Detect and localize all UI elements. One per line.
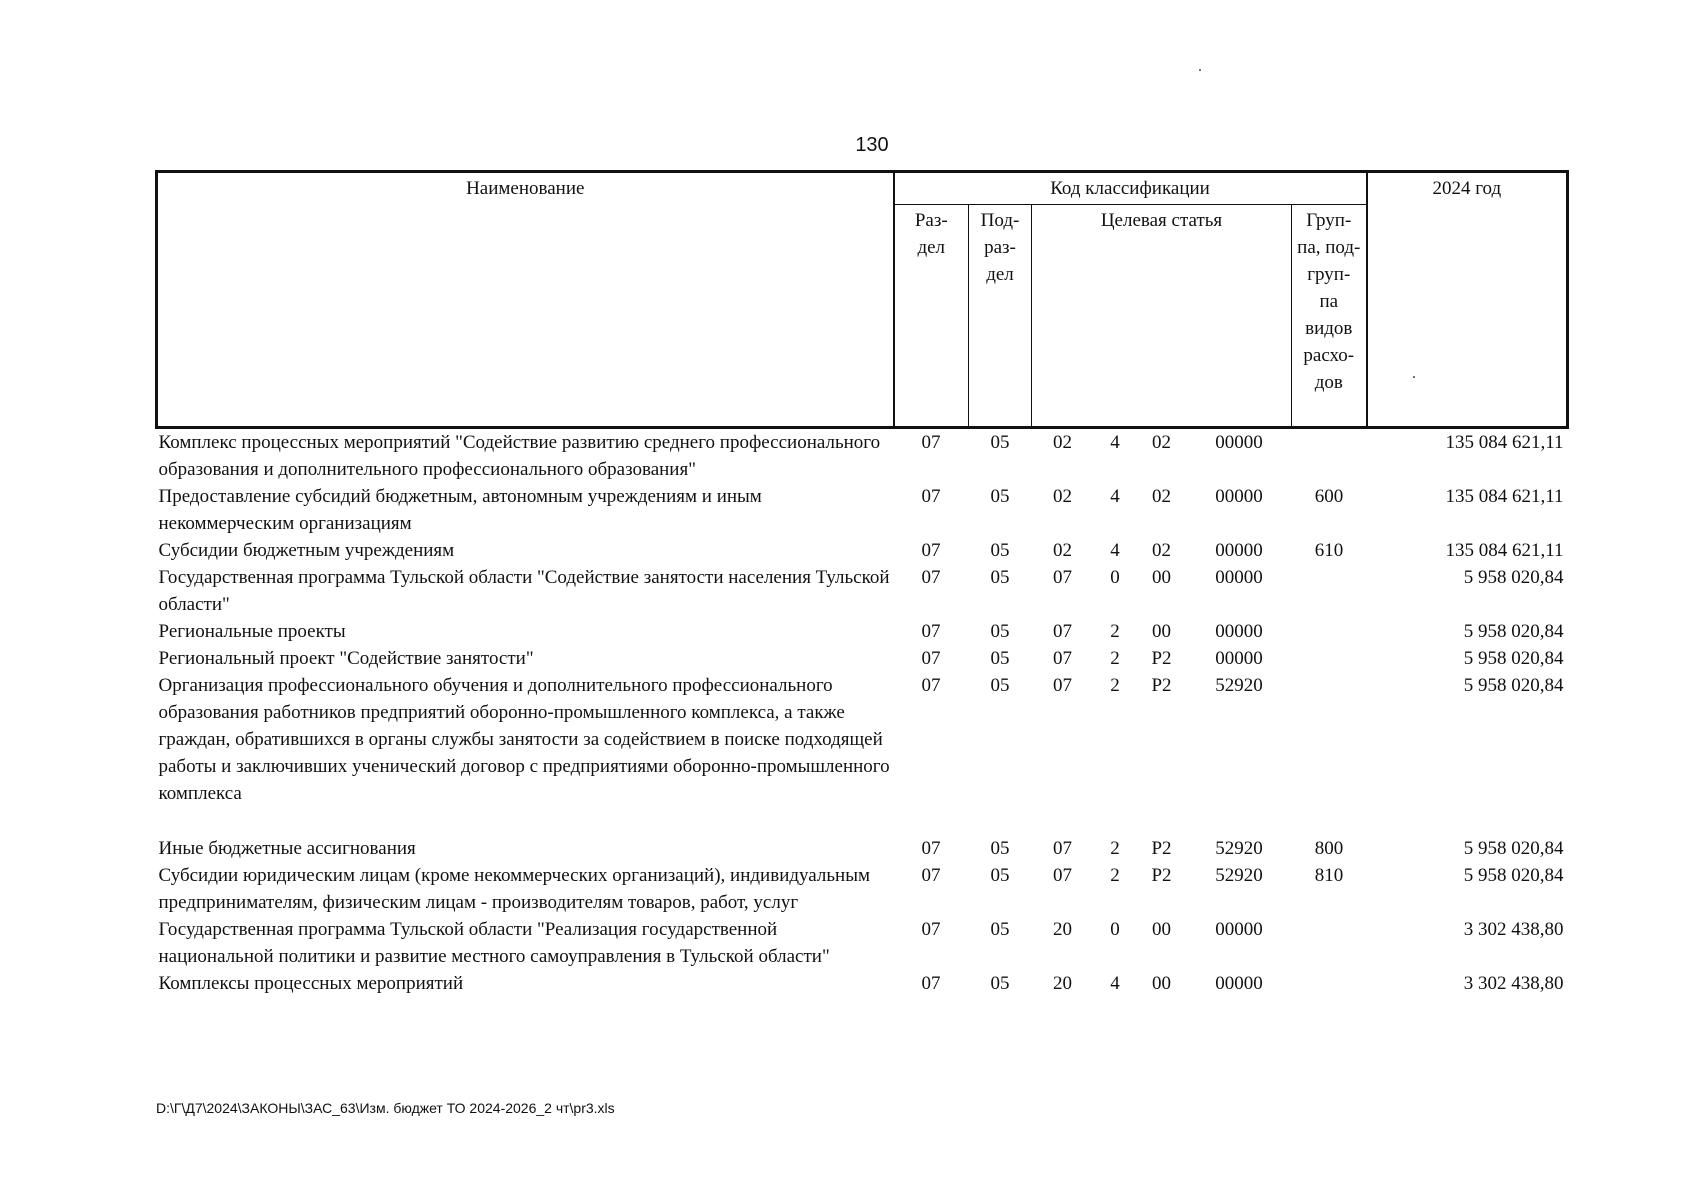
row-cs4: 52920 xyxy=(1215,675,1263,696)
row-cs3: 00 xyxy=(1152,567,1171,588)
row-vr: 800 xyxy=(1314,838,1344,859)
row-vr xyxy=(1292,672,1367,835)
row-cs4: 00000 xyxy=(1215,919,1263,940)
row-name: Государственная программа Тульской области "Реализация государственной национальной политики и развитие местного самоуправления в Тульской области" xyxy=(158,919,830,967)
row-podrazdel: 05 xyxy=(990,973,1010,994)
row-cs2: 0 xyxy=(1110,567,1120,588)
budget-table xyxy=(155,170,1569,997)
row-razdel: 07 xyxy=(921,567,941,588)
row-amount: 5 958 020,84 xyxy=(1463,865,1564,886)
row-cs4: 00000 xyxy=(1215,486,1263,507)
row-amount: 5 958 020,84 xyxy=(1463,675,1564,696)
row-razdel: 07 xyxy=(921,540,941,561)
row-cs4: 00000 xyxy=(1215,540,1263,561)
row-vr xyxy=(1292,916,1367,970)
row-razdel: 07 xyxy=(921,838,941,859)
row-vr: 610 xyxy=(1314,540,1344,561)
row-cs1: 07 xyxy=(1053,567,1072,588)
row-cs4: 00000 xyxy=(1215,567,1263,588)
header-razdel: Раз- дел xyxy=(894,205,969,428)
header-podrazdel: Под- раз- дел xyxy=(969,205,1032,428)
row-podrazdel: 05 xyxy=(990,486,1010,507)
row-razdel: 07 xyxy=(921,432,941,453)
row-cs4: 52920 xyxy=(1215,865,1263,886)
row-vr: 810 xyxy=(1314,865,1344,886)
row-podrazdel: 05 xyxy=(990,648,1010,669)
row-cs3: 02 xyxy=(1152,432,1171,453)
row-cs2: 0 xyxy=(1110,919,1120,940)
row-cs2: 2 xyxy=(1110,838,1120,859)
row-vr xyxy=(1292,618,1367,645)
row-cs3: 02 xyxy=(1152,540,1171,561)
row-razdel: 07 xyxy=(921,648,941,669)
header-code-group: Код классификации xyxy=(894,172,1367,205)
row-name: Субсидии юридическим лицам (кроме некоммерческих организаций), индивидуальным предпринимателям, физическим лицам - производителям товаров, работ, услуг xyxy=(158,865,870,913)
table-row xyxy=(157,970,1568,997)
row-cs1: 07 xyxy=(1053,675,1072,696)
row-cs4: 00000 xyxy=(1215,432,1263,453)
row-cs1: 07 xyxy=(1053,621,1072,642)
row-amount: 5 958 020,84 xyxy=(1463,648,1564,669)
row-cs2: 2 xyxy=(1110,675,1120,696)
row-cs2: 2 xyxy=(1110,865,1120,886)
header-year: 2024 год xyxy=(1367,172,1568,428)
row-cs4: 52920 xyxy=(1215,838,1263,859)
row-amount: 5 958 020,84 xyxy=(1463,621,1564,642)
row-cs1: 20 xyxy=(1053,919,1072,940)
header-name: Наименование xyxy=(157,172,894,428)
row-amount: 3 302 438,80 xyxy=(1463,919,1564,940)
row-name: Субсидии бюджетным учреждениям xyxy=(158,540,455,561)
row-amount: 5 958 020,84 xyxy=(1463,567,1564,588)
table-row xyxy=(157,537,1568,564)
row-name: Предоставление субсидий бюджетным, автономным учреждениям и иным некоммерческим организациям xyxy=(158,486,762,534)
row-podrazdel: 05 xyxy=(990,675,1010,696)
table-row xyxy=(157,645,1568,672)
row-razdel: 07 xyxy=(921,919,941,940)
row-cs1: 02 xyxy=(1053,432,1072,453)
table-row xyxy=(157,916,1568,970)
row-name: Комплекс процессных мероприятий "Содействие развитию среднего профессионального образования и дополнительного профессионального образования" xyxy=(158,432,881,480)
row-cs4: 00000 xyxy=(1215,648,1263,669)
table-row xyxy=(157,428,1568,484)
row-amount: 5 958 020,84 xyxy=(1463,838,1564,859)
row-podrazdel: 05 xyxy=(990,865,1010,886)
table-body xyxy=(157,428,1568,998)
row-name: Комплексы процессных мероприятий xyxy=(158,973,464,994)
file-path-footer: D:\Г\Д7\2024\ЗАКОНЫ\ЗАС_63\Изм. бюджет ТО 2024-2026_2 чт\pr3.xls xyxy=(156,1100,615,1116)
row-podrazdel: 05 xyxy=(990,621,1010,642)
table-row xyxy=(157,483,1568,537)
row-cs3: Р2 xyxy=(1151,838,1172,859)
row-vr xyxy=(1292,564,1367,618)
row-name: Государственная программа Тульской области "Содействие занятости населения Тульской области" xyxy=(158,567,890,615)
row-cs3: 00 xyxy=(1152,919,1171,940)
row-cs1: 07 xyxy=(1053,865,1072,886)
row-cs3: Р2 xyxy=(1151,675,1172,696)
row-podrazdel: 05 xyxy=(990,919,1010,940)
row-amount: 135 084 621,11 xyxy=(1445,540,1564,561)
row-cs2: 4 xyxy=(1110,973,1120,994)
row-razdel: 07 xyxy=(921,621,941,642)
row-vr xyxy=(1292,970,1367,997)
row-razdel: 07 xyxy=(921,865,941,886)
row-vr xyxy=(1292,428,1367,484)
row-name: Региональный проект "Содействие занятости" xyxy=(158,648,534,669)
row-amount: 135 084 621,11 xyxy=(1445,432,1564,453)
row-razdel: 07 xyxy=(921,486,941,507)
row-cs3: 00 xyxy=(1152,973,1171,994)
scan-speck xyxy=(1199,69,1201,71)
page-number: 130 xyxy=(855,134,889,156)
row-cs1: 07 xyxy=(1053,648,1072,669)
row-amount: 3 302 438,80 xyxy=(1463,973,1564,994)
table-row xyxy=(157,618,1568,645)
row-name: Иные бюджетные ассигнования xyxy=(158,838,416,859)
row-podrazdel: 05 xyxy=(990,838,1010,859)
row-cs3: 00 xyxy=(1152,621,1171,642)
row-cs3: Р2 xyxy=(1151,865,1172,886)
row-podrazdel: 05 xyxy=(990,540,1010,561)
row-cs1: 20 xyxy=(1053,973,1072,994)
table-row xyxy=(157,862,1568,916)
row-razdel: 07 xyxy=(921,973,941,994)
row-cs1: 02 xyxy=(1053,486,1072,507)
header-vid-rashodov: Груп- па, под- груп- па видов расхо- дов xyxy=(1292,205,1367,428)
table-row xyxy=(157,835,1568,862)
table-row xyxy=(157,672,1568,835)
row-cs2: 4 xyxy=(1110,432,1120,453)
row-cs3: Р2 xyxy=(1151,648,1172,669)
row-vr xyxy=(1292,645,1367,672)
row-cs4: 00000 xyxy=(1215,621,1263,642)
row-podrazdel: 05 xyxy=(990,432,1010,453)
row-name: Организация профессионального обучения и дополнительного профессионального образования работников предприятий оборонно-промышленного комплекса, а также граждан, обратившихся в органы службы занятости за содействием в поиске подходящей работы и заключивших ученический договор с предприятиями оборонно-промышленного комплекса xyxy=(158,675,890,804)
row-cs1: 02 xyxy=(1053,540,1072,561)
row-podrazdel: 05 xyxy=(990,567,1010,588)
row-cs2: 2 xyxy=(1110,621,1120,642)
row-cs2: 4 xyxy=(1110,486,1120,507)
row-cs4: 00000 xyxy=(1215,973,1263,994)
row-amount: 135 084 621,11 xyxy=(1445,486,1564,507)
row-cs1: 07 xyxy=(1053,838,1072,859)
table-row xyxy=(157,564,1568,618)
row-vr: 600 xyxy=(1314,486,1344,507)
row-razdel: 07 xyxy=(921,675,941,696)
row-cs2: 4 xyxy=(1110,540,1120,561)
header-celevaya-statya: Целевая статья xyxy=(1032,205,1292,428)
row-cs2: 2 xyxy=(1110,648,1120,669)
row-name: Региональные проекты xyxy=(158,621,346,642)
row-cs3: 02 xyxy=(1152,486,1171,507)
